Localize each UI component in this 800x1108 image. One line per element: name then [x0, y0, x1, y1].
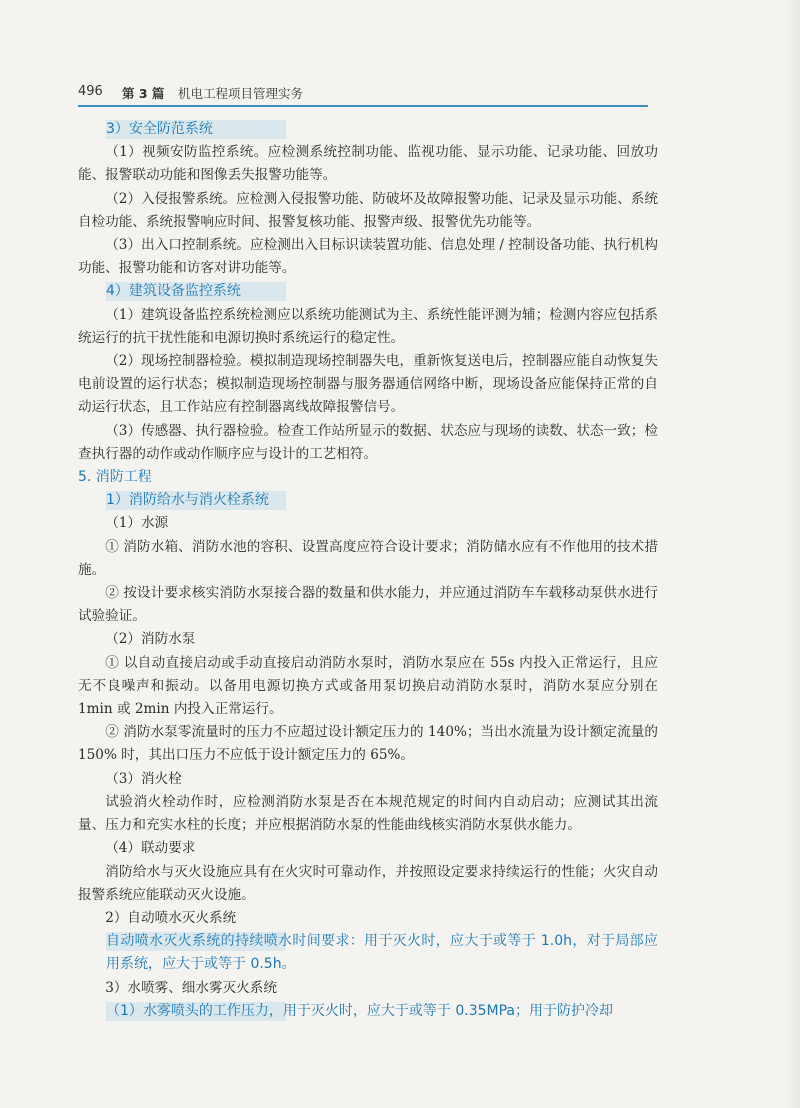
- paragraph: （1）建筑设备监控系统检测应以系统功能测试为主、系统性能评测为辅；检测内容应包括系统运行的抗干扰性能和电源切换时系统运行的稳定性。: [78, 306, 658, 346]
- paragraph: 2）自动喷水灭火系统: [105, 909, 237, 926]
- paragraph: （3）出入口控制系统。应检测出入目标识读装置功能、信息处理 / 控制设备功能、执行机构功能、报警功能和访客对讲功能等。: [78, 237, 658, 277]
- paragraph: ② 按设计要求核实消防水泵接合器的数量和供水能力，并应通过消防车车载移动泵供水进行试验验证。: [78, 585, 658, 625]
- subheading-sprinkler: 自动喷水灭火系统的持续喷水时间要求：用于灭火时，应大于或等于 1.0h，对于局部应用系统，应大于或等于 0.5h。: [106, 933, 658, 973]
- subheading-security: 3）安全防范系统: [78, 118, 658, 141]
- paragraph: （1）水源: [105, 515, 169, 532]
- paragraph: （2）现场控制器检验。模拟制造现场控制器失电，重新恢复送电后，控制器应能自动恢复失电前设置的运行状态；模拟制造现场控制器与服务器通信网络中断，现场设备应能保持正常的自动运行状态，且工作站应有控制器离线故障报警信号。: [78, 353, 658, 416]
- paragraph: ① 以自动直接启动或手动直接启动消防水泵时，消防水泵应在 55s 内投入正常运行，且应无不良噪声和振动。以备用电源切换方式或备用泵切换启动消防水泵时，消防水泵应分别在 1min 或 2min 内投入正常运行。: [78, 654, 658, 718]
- paragraph: （1）视频安防监控系统。应检测系统控制功能、监视功能、显示功能、记录功能、回放功能、报警联动功能和图像丢失报警功能等。: [78, 144, 658, 184]
- subheading-water-mist: （1）水雾喷头的工作压力，用于灭火时，应大于或等于 0.35MPa；用于防护冷却: [106, 1002, 613, 1019]
- page-edge-shadow: [786, 0, 800, 1108]
- subheading-building-equipment: 4）建筑设备监控系统: [78, 280, 658, 303]
- paragraph: 3）水喷雾、细水雾灭火系统: [105, 979, 277, 996]
- section-heading-fire: 5. 消防工程: [78, 469, 152, 486]
- paragraph: ① 消防水箱、消防水池的容积、设置高度应符合设计要求；消防储水应有不作他用的技术措施。: [78, 538, 658, 578]
- running-header: [78, 80, 646, 104]
- subheading-fire-hydrant: 1）消防给水与消火栓系统: [78, 489, 658, 512]
- paragraph: （4）联动要求: [105, 840, 196, 857]
- paragraph: （3）传感器、执行器检验。检查工作站所显示的数据、状态应与现场的读数、状态一致；检查执行器的动作或动作顺序应与设计的工艺相符。: [78, 422, 658, 462]
- paragraph: 试验消火栓动作时，应检测消防水泵是否在本规范规定的时间内自动启动；应测试其出流量、压力和充实水柱的长度；并应根据消防水泵的性能曲线核实消防水泵供水能力。: [78, 793, 658, 834]
- paragraph: （2）入侵报警系统。应检测入侵报警功能、防破坏及故障报警功能、记录及显示功能、系统自检功能、系统报警响应时间、报警复核功能、报警声级、报警优先功能等。: [78, 190, 658, 230]
- book-title: 机电工程项目管理实务: [178, 86, 304, 101]
- page-body: [78, 118, 658, 1023]
- paragraph: （2）消防水泵: [105, 631, 196, 648]
- paragraph: 消防给水与灭火设施应具有在火灾时可靠动作，并按照设定要求持续运行的性能；火灾自动报警系统应能联动灭火设施。: [78, 863, 658, 903]
- part-label: 第 3 篇: [122, 86, 165, 101]
- paragraph: （3）消火栓: [105, 770, 182, 787]
- header-rule: [78, 105, 648, 107]
- paragraph: ② 消防水泵零流量时的压力不应超过设计额定压力的 140%；当出水流量为设计额定流量的 150% 时，其出口压力不应低于设计额定压力的 65%。: [78, 724, 658, 764]
- page-number: 496: [78, 84, 103, 99]
